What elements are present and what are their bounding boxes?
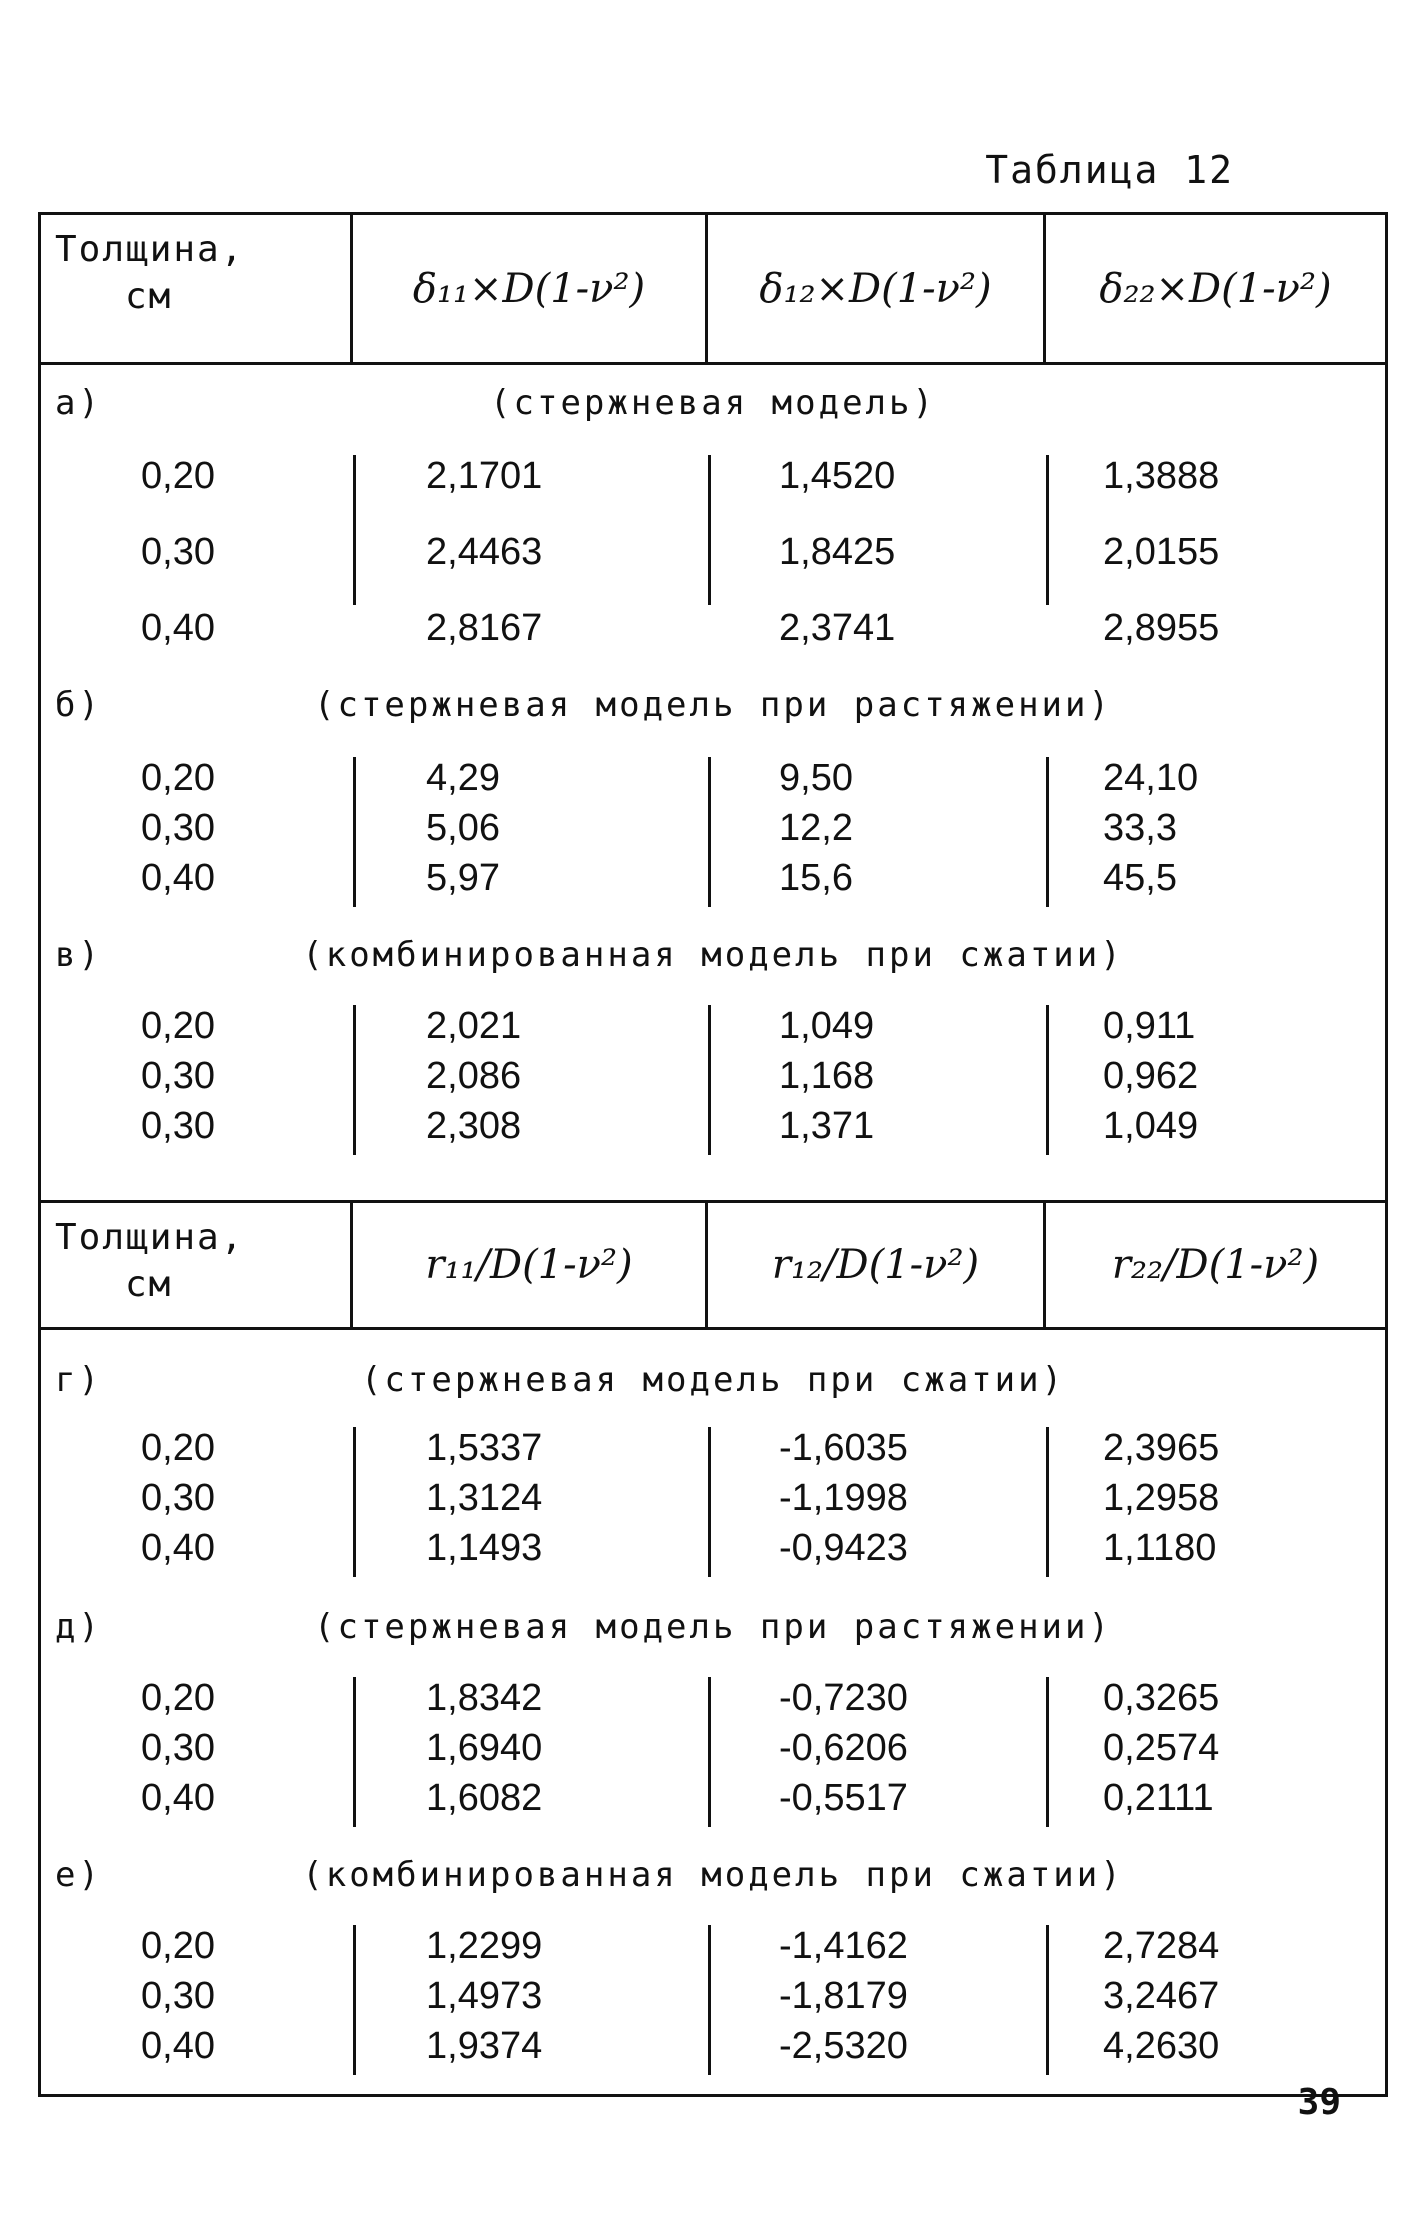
table-row	[41, 2025, 1385, 2075]
column-divider	[1046, 1925, 1049, 2075]
section-letter: а)	[55, 383, 102, 423]
cell-value: -1,1998	[779, 1477, 908, 1519]
cell-value: 5,97	[426, 857, 500, 899]
header-r22: r₂₂/D(1-ν²)	[1111, 1242, 1320, 1288]
column-divider	[708, 757, 711, 907]
header2-thickness-cell	[41, 1203, 353, 1327]
cell-value: 1,6082	[426, 1777, 543, 1819]
cell-value: 1,371	[779, 1105, 875, 1147]
header2-thickness-unit: см	[125, 1264, 173, 1305]
column-divider	[708, 1677, 711, 1827]
cell-value: 9,50	[779, 757, 853, 799]
cell-value: 1,168	[779, 1055, 875, 1097]
cell-value: -0,6206	[779, 1727, 908, 1769]
table-row	[41, 1777, 1385, 1827]
thickness-value: 0,20	[141, 1925, 215, 1967]
thickness-value: 0,20	[141, 1427, 215, 1469]
table-row	[41, 807, 1385, 857]
column-divider	[353, 455, 356, 605]
thickness-value: 0,40	[141, 2025, 215, 2067]
column-divider	[708, 1925, 711, 2075]
cell-value: 2,086	[426, 1055, 522, 1097]
thickness-value: 0,30	[141, 1477, 215, 1519]
column-divider	[708, 1005, 711, 1155]
section-letter: в)	[55, 935, 102, 975]
thickness-value: 0,40	[141, 607, 215, 649]
cell-value: 1,4520	[779, 455, 896, 497]
column-divider	[1046, 1427, 1049, 1577]
cell-value: -2,5320	[779, 2025, 908, 2067]
cell-value: 2,308	[426, 1105, 522, 1147]
section-letter: д)	[55, 1607, 102, 1647]
cell-value: -0,5517	[779, 1777, 908, 1819]
thickness-value: 0,40	[141, 857, 215, 899]
column-divider	[708, 1427, 711, 1577]
thickness-value: 0,20	[141, 757, 215, 799]
section-letter: г)	[55, 1360, 102, 1400]
header-thickness-label: Толщина,	[55, 229, 245, 270]
cell-value: 3,2467	[1103, 1975, 1220, 2017]
cell-value: 1,6940	[426, 1727, 543, 1769]
thickness-value: 0,40	[141, 1777, 215, 1819]
page-number: 39	[1297, 2082, 1341, 2123]
thickness-value: 0,30	[141, 1727, 215, 1769]
column-divider	[353, 757, 356, 907]
table-row	[41, 1527, 1385, 1577]
cell-value: 0,2111	[1103, 1777, 1214, 1819]
cell-value: 0,2574	[1103, 1727, 1220, 1769]
table-frame	[38, 212, 1388, 2097]
thickness-value: 0,30	[141, 807, 215, 849]
table-row	[41, 1055, 1385, 1105]
cell-value: 1,2299	[426, 1925, 543, 1967]
table-row	[41, 1105, 1385, 1155]
table-row	[41, 857, 1385, 907]
cell-value: 1,5337	[426, 1427, 543, 1469]
cell-value: 1,8425	[779, 531, 896, 573]
section-description: (стержневая модель при растяжении)	[314, 685, 1112, 725]
cell-value: 5,06	[426, 807, 500, 849]
column-divider	[1046, 1005, 1049, 1155]
section-description: (стержневая модель)	[490, 383, 936, 423]
table-row	[41, 1727, 1385, 1777]
cell-value: 2,3965	[1103, 1427, 1220, 1469]
cell-value: 33,3	[1103, 807, 1177, 849]
thickness-value: 0,30	[141, 1055, 215, 1097]
table-row	[41, 1477, 1385, 1527]
header-delta11: δ₁₁×D(1-ν²)	[353, 215, 708, 362]
thickness-value: 0,20	[141, 455, 215, 497]
thickness-value: 0,30	[141, 531, 215, 573]
cell-value: 0,962	[1103, 1055, 1199, 1097]
cell-value: 1,1493	[426, 1527, 543, 1569]
column-divider	[1046, 455, 1049, 605]
thickness-value: 0,40	[141, 1527, 215, 1569]
table-row	[41, 1925, 1385, 1975]
header-r11: r₁₁/D(1-ν²)	[353, 1203, 708, 1327]
cell-value: 1,2958	[1103, 1477, 1220, 1519]
section-description: (комбинированная модель при сжатии)	[302, 935, 1124, 975]
cell-value: 4,2630	[1103, 2025, 1220, 2067]
cell-value: 2,1701	[426, 455, 543, 497]
cell-value: 2,021	[426, 1005, 522, 1047]
header-delta12: δ₁₂×D(1-ν²)	[708, 215, 1046, 362]
cell-value: 1,9374	[426, 2025, 543, 2067]
cell-value: 24,10	[1103, 757, 1199, 799]
cell-value: 12,2	[779, 807, 853, 849]
cell-value: 2,4463	[426, 531, 543, 573]
table-label: Таблица 12	[985, 148, 1234, 192]
table-row	[41, 1005, 1385, 1055]
column-divider	[353, 1677, 356, 1827]
section-description: (стержневая модель при сжатии)	[360, 1360, 1066, 1400]
table-row	[41, 1975, 1385, 2025]
header-thickness-cell	[41, 215, 353, 362]
table-row	[41, 607, 1385, 657]
table-row	[41, 1427, 1385, 1477]
cell-value: 2,3741	[779, 607, 896, 649]
column-divider	[708, 455, 711, 605]
column-divider	[353, 1005, 356, 1155]
cell-value: 2,7284	[1103, 1925, 1220, 1967]
cell-value: 4,29	[426, 757, 500, 799]
cell-value: 1,049	[779, 1005, 875, 1047]
section-letter: б)	[55, 685, 102, 725]
cell-value: 1,4973	[426, 1975, 543, 2017]
table-row	[41, 1677, 1385, 1727]
thickness-value: 0,20	[141, 1677, 215, 1719]
cell-value: 2,8167	[426, 607, 543, 649]
cell-value: -0,7230	[779, 1677, 908, 1719]
section-description: (стержневая модель при растяжении)	[314, 1607, 1112, 1647]
cell-value: -1,8179	[779, 1975, 908, 2017]
cell-value: 0,3265	[1103, 1677, 1220, 1719]
cell-value: 1,8342	[426, 1677, 543, 1719]
table-header-bottom	[41, 1200, 1385, 1330]
header-thickness-unit: см	[125, 276, 173, 317]
cell-value: -1,6035	[779, 1427, 908, 1469]
cell-value: 2,8955	[1103, 607, 1220, 649]
cell-value: 45,5	[1103, 857, 1177, 899]
section-description: (комбинированная модель при сжатии)	[302, 1855, 1124, 1895]
table-row	[41, 757, 1385, 807]
header2-thickness-label: Толщина,	[55, 1217, 245, 1258]
cell-value: 2,0155	[1103, 531, 1220, 573]
cell-value: 1,3124	[426, 1477, 543, 1519]
column-divider	[353, 1427, 356, 1577]
cell-value: 1,049	[1103, 1105, 1199, 1147]
thickness-value: 0,30	[141, 1105, 215, 1147]
cell-value: -1,4162	[779, 1925, 908, 1967]
header-delta22: δ₂₂×D(1-ν²)	[1099, 265, 1332, 312]
column-divider	[1046, 1677, 1049, 1827]
table-header-top	[41, 215, 1385, 365]
thickness-value: 0,30	[141, 1975, 215, 2017]
cell-value: -0,9423	[779, 1527, 908, 1569]
column-divider	[353, 1925, 356, 2075]
table-row	[41, 455, 1385, 505]
cell-value: 0,911	[1103, 1005, 1196, 1047]
cell-value: 1,1180	[1103, 1527, 1217, 1569]
table-row	[41, 531, 1385, 581]
section-letter: е)	[55, 1855, 102, 1895]
cell-value: 1,3888	[1103, 455, 1220, 497]
column-divider	[1046, 757, 1049, 907]
thickness-value: 0,20	[141, 1005, 215, 1047]
header-r12: r₁₂/D(1-ν²)	[708, 1203, 1046, 1327]
cell-value: 15,6	[779, 857, 853, 899]
